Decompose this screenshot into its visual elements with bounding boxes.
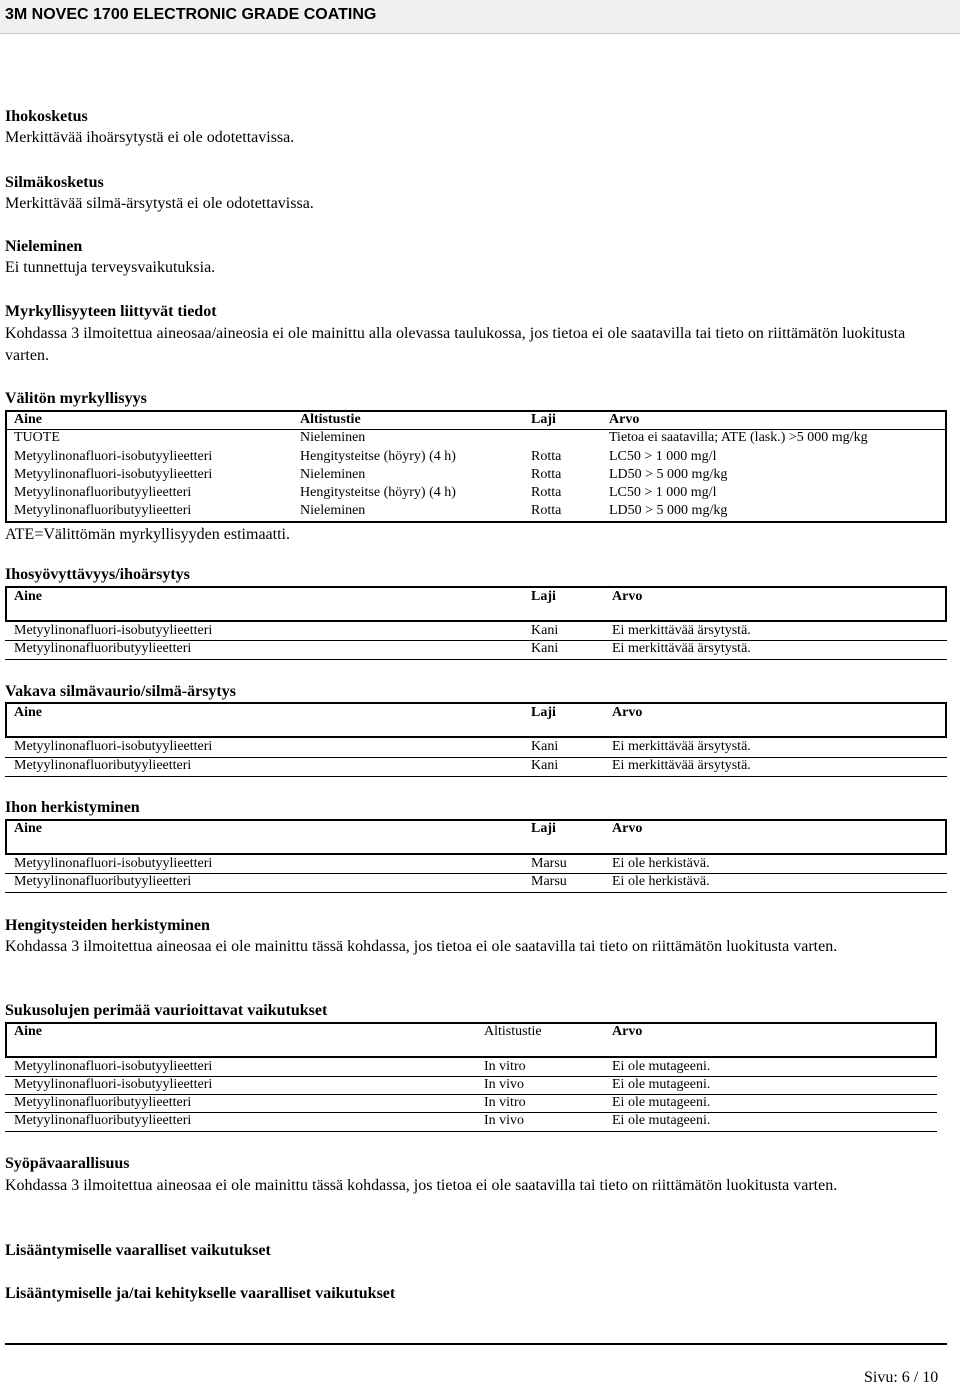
table-cell: Metyylinonafluori-isobutyylieetteri (14, 856, 213, 871)
col-header-value: Arvo (612, 589, 643, 604)
table-cell: Marsu (531, 856, 567, 871)
table-divider (5, 1131, 937, 1132)
table-cell: Nieleminen (300, 467, 366, 482)
col-header-substance: Aine (14, 589, 42, 604)
footer-divider (5, 1343, 947, 1345)
table-cell: Metyylinonafluori-isobutyylieetteri (14, 623, 213, 638)
table-cell: Metyylinonafluori-isobutyylieetteri (14, 1077, 213, 1092)
table-cell: Rotta (531, 485, 562, 500)
skin-sensitisation-table-header (5, 819, 947, 855)
reproductive-developmental-heading: Lisääntymiselle ja/tai kehitykselle vaaralliset vaikutukset (5, 1285, 396, 1302)
table-cell: Tietoa ei saatavilla; ATE (lask.) >5 000 mg/kg (609, 430, 868, 445)
table-cell: Metyylinonafluoributyylieetteri (14, 503, 192, 518)
acute-tox-heading: Välitön myrkyllisyys (5, 390, 147, 407)
document-header (0, 0, 960, 34)
table-cell: Metyylinonafluori-isobutyylieetteri (14, 1059, 213, 1074)
table-cell: Nieleminen (300, 503, 366, 518)
table-cell: Nieleminen (300, 430, 366, 445)
col-header-substance: Aine (14, 821, 42, 836)
table-cell: Metyylinonafluoributyylieetteri (14, 874, 192, 889)
table-cell: Kani (531, 758, 559, 773)
skin-corrosion-table-header (5, 586, 947, 622)
ingestion-text: Ei tunnettuja terveysvaikutuksia. (5, 259, 216, 276)
table-cell: Metyylinonafluori-isobutyylieetteri (14, 467, 213, 482)
table-cell: Ei merkittävää ärsytystä. (612, 739, 751, 754)
col-header-value: Arvo (609, 412, 640, 427)
eye-contact-text: Merkittävää silmä-ärsytystä ei ole odotettavissa. (5, 195, 314, 212)
col-header-value: Arvo (612, 705, 643, 720)
table-cell: Ei ole mutageeni. (612, 1059, 711, 1074)
ingestion-heading: Nieleminen (5, 238, 83, 255)
table-cell: In vivo (484, 1077, 525, 1092)
table-cell: In vitro (484, 1059, 526, 1074)
table-divider (5, 892, 947, 893)
col-header-route: Altistustie (300, 412, 361, 427)
toxinfo-text: Kohdassa 3 ilmoitettua aineosaa/aineosia ei ole mainittu alla olevassa taulukossa, jos tietoa ei ole saatavilla tai tieto on riittämätön luokitusta varten. (5, 325, 906, 364)
table-cell: Rotta (531, 503, 562, 518)
col-header-substance: Aine (14, 1024, 42, 1039)
resp-sensitisation-text: Kohdassa 3 ilmoitettua aineosaa ei ole mainittu tässä kohdassa, jos tietoa ei ole saatavilla tai tieto on riittämätön luokitusta varten. (5, 938, 838, 955)
table-cell: Kani (531, 623, 559, 638)
table-cell: Ei ole herkistävä. (612, 856, 710, 871)
page-number: Sivu: 6 / 10 (864, 1369, 939, 1386)
ate-note: ATE=Välittömän myrkyllisyyden estimaatti. (5, 526, 290, 543)
col-header-substance: Aine (14, 705, 42, 720)
table-cell: Metyylinonafluoributyylieetteri (14, 758, 192, 773)
col-header-value: Arvo (612, 821, 643, 836)
skin-sensitisation-heading: Ihon herkistyminen (5, 799, 140, 816)
table-cell: Metyylinonafluoributyylieetteri (14, 1113, 192, 1128)
table-cell: Ei ole mutageeni. (612, 1113, 711, 1128)
table-cell: Kani (531, 739, 559, 754)
eye-contact-heading: Silmäkosketus (5, 174, 104, 191)
resp-sensitisation-heading: Hengitysteiden herkistyminen (5, 917, 210, 934)
table-cell: Ei merkittävää ärsytystä. (612, 641, 751, 656)
table-cell: Hengitysteitse (höyry) (4 h) (300, 485, 456, 500)
table-cell: Rotta (531, 467, 562, 482)
carcinogenicity-text: Kohdassa 3 ilmoitettua aineosaa ei ole mainittu tässä kohdassa, jos tietoa ei ole saatavilla tai tieto on riittämätön luokitusta varten. (5, 1177, 838, 1194)
table-cell: TUOTE (14, 430, 60, 445)
table-divider (5, 776, 947, 777)
table-cell: Hengitysteitse (höyry) (4 h) (300, 449, 456, 464)
table-cell: Ei ole herkistävä. (612, 874, 710, 889)
table-cell: In vitro (484, 1095, 526, 1110)
table-cell: LC50 > 1 000 mg/l (609, 449, 717, 464)
mutagenicity-table-header (5, 1022, 937, 1058)
table-cell: Metyylinonafluori-isobutyylieetteri (14, 739, 213, 754)
table-divider (5, 659, 947, 660)
table-cell: Metyylinonafluoributyylieetteri (14, 1095, 192, 1110)
mutagenicity-heading: Sukusolujen perimää vaurioittavat vaikutukset (5, 1002, 328, 1019)
table-cell: LC50 > 1 000 mg/l (609, 485, 717, 500)
table-cell: In vivo (484, 1113, 525, 1128)
col-header-species: Laji (531, 412, 556, 427)
skin-contact-text: Merkittävää ihoärsytystä ei ole odotettavissa. (5, 129, 295, 146)
col-header-value: Arvo (612, 1024, 643, 1039)
col-header-species: Laji (531, 589, 556, 604)
skin-contact-heading: Ihokosketus (5, 108, 88, 125)
table-cell: Metyylinonafluori-isobutyylieetteri (14, 449, 213, 464)
table-cell: Ei merkittävää ärsytystä. (612, 758, 751, 773)
document-title: 3M NOVEC 1700 ELECTRONIC GRADE COATING (5, 6, 377, 23)
table-cell: Ei ole mutageeni. (612, 1077, 711, 1092)
table-cell: Metyylinonafluoributyylieetteri (14, 641, 192, 656)
eye-damage-heading: Vakava silmävaurio/silmä-ärsytys (5, 683, 236, 700)
eye-damage-table-header (5, 702, 947, 738)
col-header-route: Altistustie (484, 1024, 542, 1039)
table-cell: LD50 > 5 000 mg/kg (609, 503, 728, 518)
skin-corrosion-heading: Ihosyövyttävyys/ihoärsytys (5, 566, 190, 583)
table-cell: LD50 > 5 000 mg/kg (609, 467, 728, 482)
col-header-species: Laji (531, 705, 556, 720)
toxinfo-heading: Myrkyllisyyteen liittyvät tiedot (5, 303, 217, 320)
table-cell: Marsu (531, 874, 567, 889)
carcinogenicity-heading: Syöpävaarallisuus (5, 1155, 130, 1172)
reproductive-heading: Lisääntymiselle vaaralliset vaikutukset (5, 1242, 271, 1259)
col-header-substance: Aine (14, 412, 42, 427)
table-cell: Kani (531, 641, 559, 656)
table-cell: Rotta (531, 449, 562, 464)
col-header-species: Laji (531, 821, 556, 836)
table-cell: Ei merkittävää ärsytystä. (612, 623, 751, 638)
table-cell: Ei ole mutageeni. (612, 1095, 711, 1110)
table-cell: Metyylinonafluoributyylieetteri (14, 485, 192, 500)
